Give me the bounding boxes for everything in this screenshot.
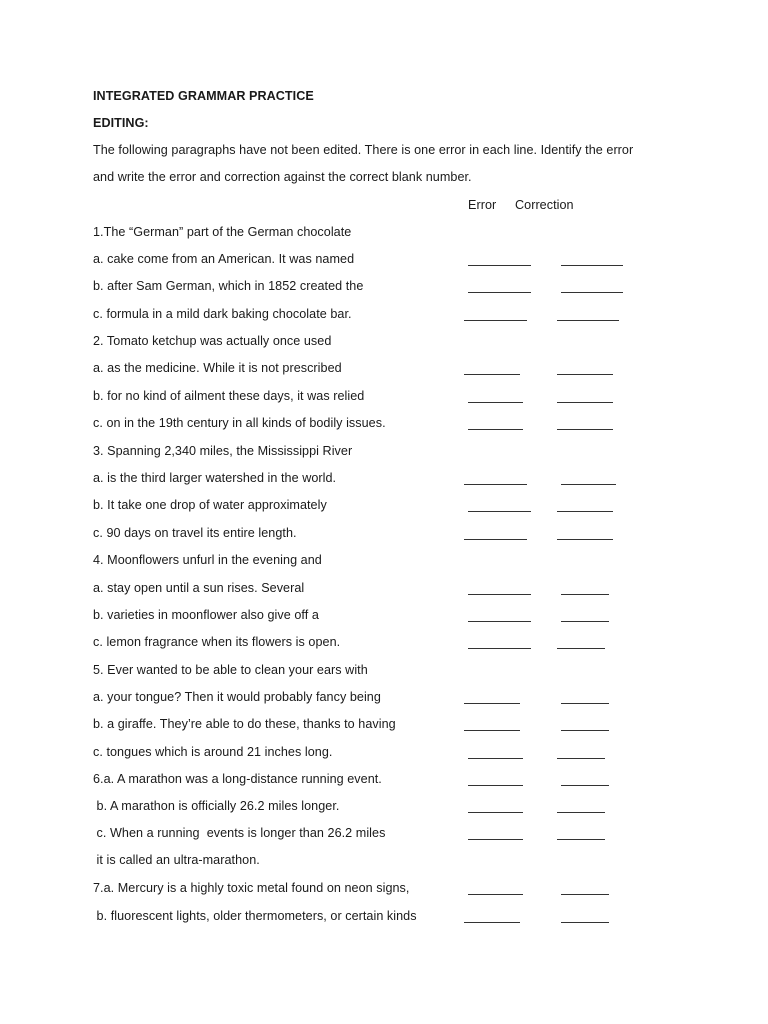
correction-blank[interactable] <box>557 758 605 759</box>
sentence-line: c. lemon fragrance when its flowers is open. <box>93 635 341 649</box>
correction-blank[interactable] <box>557 539 613 540</box>
error-blank[interactable] <box>468 758 523 759</box>
sentence-line: 6.a. A marathon was a long-distance running event. <box>93 772 382 786</box>
correction-blank[interactable] <box>557 511 613 512</box>
error-blank[interactable] <box>464 374 520 375</box>
sentence-line: b. fluorescent lights, older thermometers, or certain kinds <box>93 909 417 923</box>
error-blank[interactable] <box>468 292 531 293</box>
error-blank[interactable] <box>464 922 520 923</box>
sentence-line: a. is the third larger watershed in the world. <box>93 471 337 485</box>
correction-blank[interactable] <box>561 265 623 266</box>
sentence-line: c. 90 days on travel its entire length. <box>93 526 297 540</box>
error-column-header: Error <box>468 198 497 212</box>
correction-blank[interactable] <box>561 730 609 731</box>
error-blank[interactable] <box>468 839 523 840</box>
sentence-line: a. stay open until a sun rises. Several <box>93 581 305 595</box>
sentence-line: a. as the medicine. While it is not prescribed <box>93 361 342 375</box>
correction-blank[interactable] <box>561 703 609 704</box>
error-blank[interactable] <box>468 429 523 430</box>
sentence-line: c. formula in a mild dark baking chocolate bar. <box>93 307 352 321</box>
sentence-line: 3. Spanning 2,340 miles, the Mississippi River <box>93 444 353 458</box>
sentence-line: c. on in the 19th century in all kinds of bodily issues. <box>93 416 386 430</box>
error-blank[interactable] <box>468 812 523 813</box>
sentence-line: b. It take one drop of water approximately <box>93 498 327 512</box>
error-blank[interactable] <box>468 785 523 786</box>
error-blank[interactable] <box>464 484 527 485</box>
correction-blank[interactable] <box>557 812 605 813</box>
error-blank[interactable] <box>464 730 520 731</box>
error-blank[interactable] <box>464 320 527 321</box>
error-blank[interactable] <box>468 621 531 622</box>
sentence-line: b. a giraffe. They’re able to do these, thanks to having <box>93 717 396 731</box>
correction-blank[interactable] <box>561 894 609 895</box>
sentence-line: b. for no kind of ailment these days, it was relied <box>93 389 365 403</box>
sentence-line: b. after Sam German, which in 1852 created the <box>93 279 364 293</box>
error-blank[interactable] <box>464 703 520 704</box>
sentence-line: 1.The “German” part of the German chocolate <box>93 225 352 239</box>
sentence-line: b. A marathon is officially 26.2 miles longer. <box>93 799 340 813</box>
correction-blank[interactable] <box>561 484 616 485</box>
sentence-line: 2. Tomato ketchup was actually once used <box>93 334 332 348</box>
sentence-line: c. When a running events is longer than 26.2 miles <box>93 826 386 840</box>
sentence-line: 7.a. Mercury is a highly toxic metal found on neon signs, <box>93 881 410 895</box>
correction-blank[interactable] <box>561 621 609 622</box>
correction-blank[interactable] <box>561 922 609 923</box>
error-blank[interactable] <box>468 511 531 512</box>
correction-blank[interactable] <box>561 785 609 786</box>
correction-blank[interactable] <box>557 648 605 649</box>
sentence-line: c. tongues which is around 21 inches long. <box>93 745 333 759</box>
correction-blank[interactable] <box>557 429 613 430</box>
sentence-line: a. cake come from an American. It was named <box>93 252 355 266</box>
correction-blank[interactable] <box>557 839 605 840</box>
correction-blank[interactable] <box>557 374 613 375</box>
correction-column-header: Correction <box>515 198 574 212</box>
error-blank[interactable] <box>468 648 531 649</box>
sentence-line: b. varieties in moonflower also give off a <box>93 608 319 622</box>
sentence-line: a. your tongue? Then it would probably fancy being <box>93 690 381 704</box>
error-blank[interactable] <box>468 894 523 895</box>
error-blank[interactable] <box>464 539 527 540</box>
instructions-line: and write the error and correction against the correct blank number. <box>93 170 472 184</box>
error-blank[interactable] <box>468 265 531 266</box>
error-blank[interactable] <box>468 594 531 595</box>
correction-blank[interactable] <box>561 594 609 595</box>
worksheet-title: INTEGRATED GRAMMAR PRACTICE <box>93 89 314 103</box>
sentence-line: it is called an ultra-marathon. <box>93 853 260 867</box>
error-blank[interactable] <box>468 402 523 403</box>
correction-blank[interactable] <box>561 292 623 293</box>
instructions-line: The following paragraphs have not been edited. There is one error in each line. Identify the error <box>93 143 634 157</box>
correction-blank[interactable] <box>557 402 613 403</box>
sentence-line: 4. Moonflowers unfurl in the evening and <box>93 553 322 567</box>
correction-blank[interactable] <box>557 320 619 321</box>
sentence-line: 5. Ever wanted to be able to clean your ears with <box>93 663 368 677</box>
section-heading: EDITING: <box>93 116 149 130</box>
